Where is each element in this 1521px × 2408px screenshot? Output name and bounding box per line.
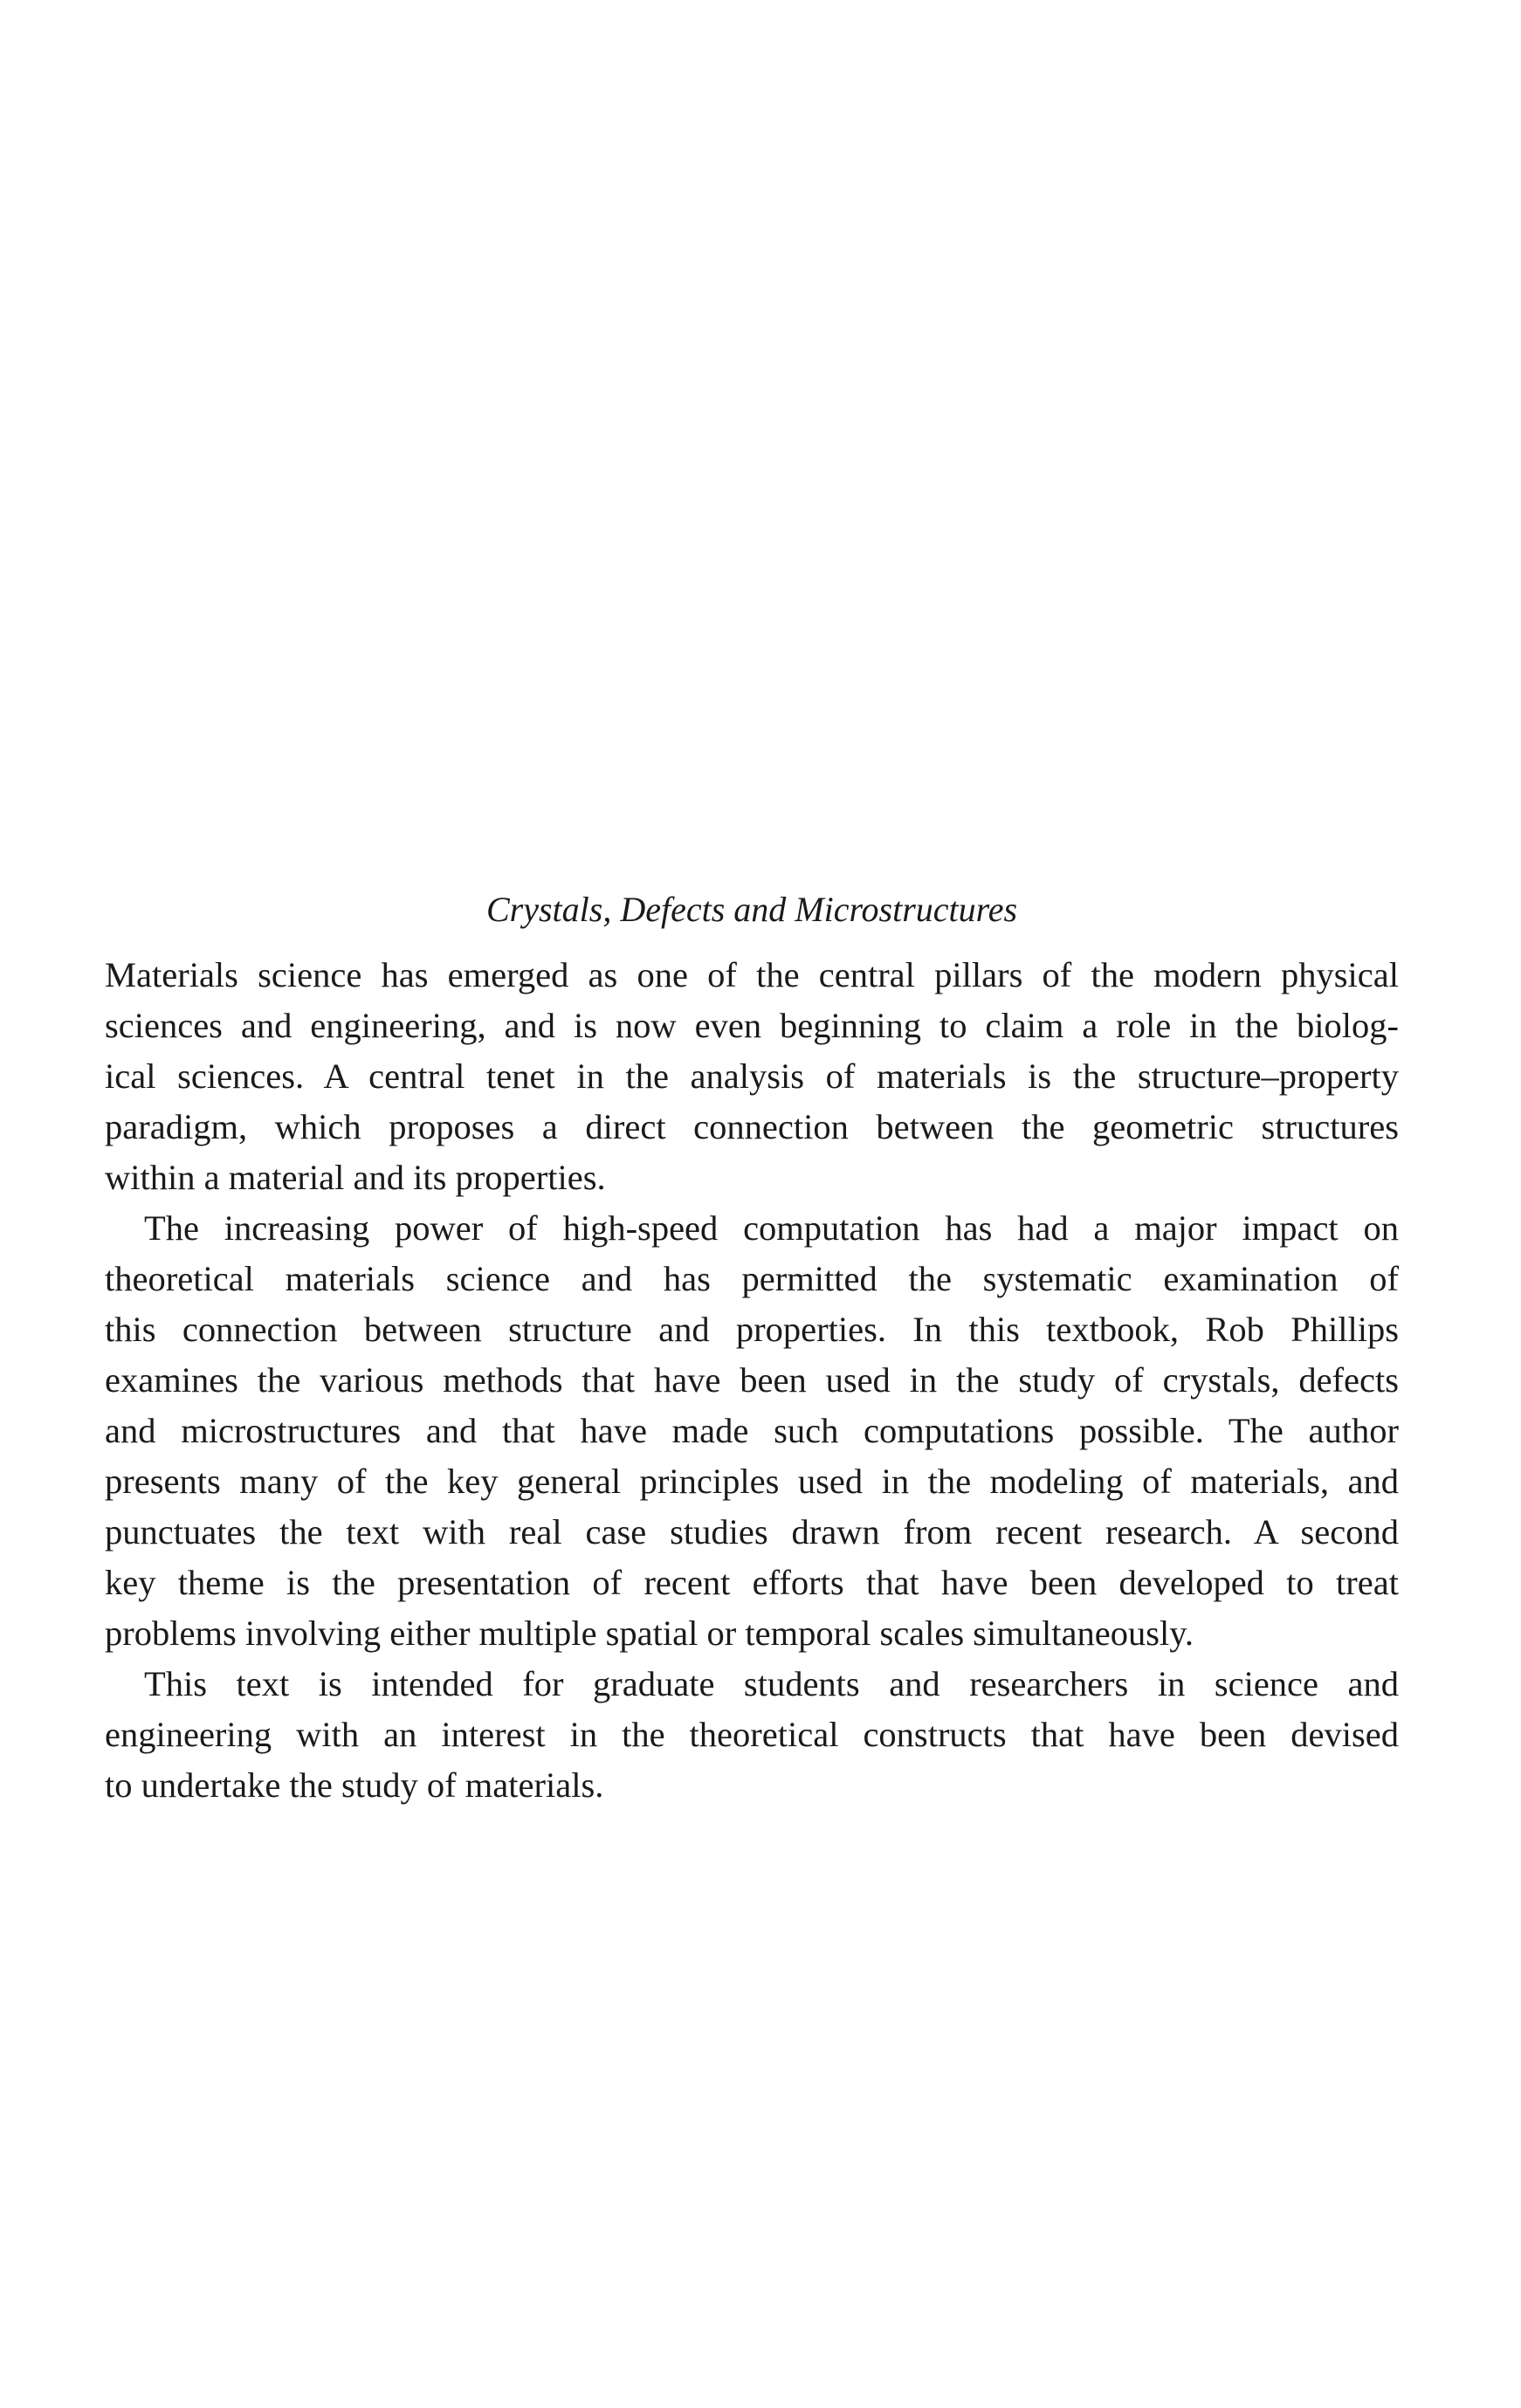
text-line: paradigm, which proposes a direct connection between the geometric structures [105, 1107, 1399, 1146]
text-line: punctuates the text with real case studies drawn from recent research. A second [105, 1512, 1399, 1551]
text-line: examines the various methods that have been used in the study of crystals, defects [105, 1360, 1399, 1400]
text-line: ical sciences. A central tenet in the analysis of materials is the structure–property [105, 1056, 1399, 1096]
text-line: and microstructures and that have made such computations possible. The author [105, 1411, 1399, 1450]
text-line: This text is intended for graduate students and researchers in science and [144, 1664, 1399, 1703]
text-line: Materials science has emerged as one of the central pillars of the modern physical [105, 955, 1399, 994]
text-line: problems involving either multiple spatial or temporal scales simultaneously. [105, 1613, 1194, 1653]
text-line: this connection between structure and properties. In this textbook, Rob Phillips [105, 1310, 1399, 1349]
paragraph-2 [105, 1203, 1399, 1659]
paragraph-1 [105, 950, 1399, 1203]
paragraph-3 [105, 1659, 1399, 1811]
text-line: to undertake the study of materials. [105, 1765, 604, 1805]
text-line: presents many of the key general principles used in the modeling of materials, and [105, 1462, 1399, 1501]
text-line: key theme is the presentation of recent efforts that have been developed to treat [105, 1563, 1399, 1602]
text-line: sciences and engineering, and is now even beginning to claim a role in the biolog- [105, 1006, 1399, 1045]
book-title: Crystals, Defects and Microstructures [485, 890, 1018, 929]
text-line: The increasing power of high-speed computation has had a major impact on [144, 1208, 1399, 1248]
text-line: engineering with an interest in the theoretical constructs that have been devised [105, 1715, 1399, 1754]
text-line: theoretical materials science and has permitted the systematic examination of [105, 1259, 1399, 1298]
blurb-text-block [105, 889, 1399, 1811]
text-line: within a material and its properties. [105, 1158, 606, 1197]
